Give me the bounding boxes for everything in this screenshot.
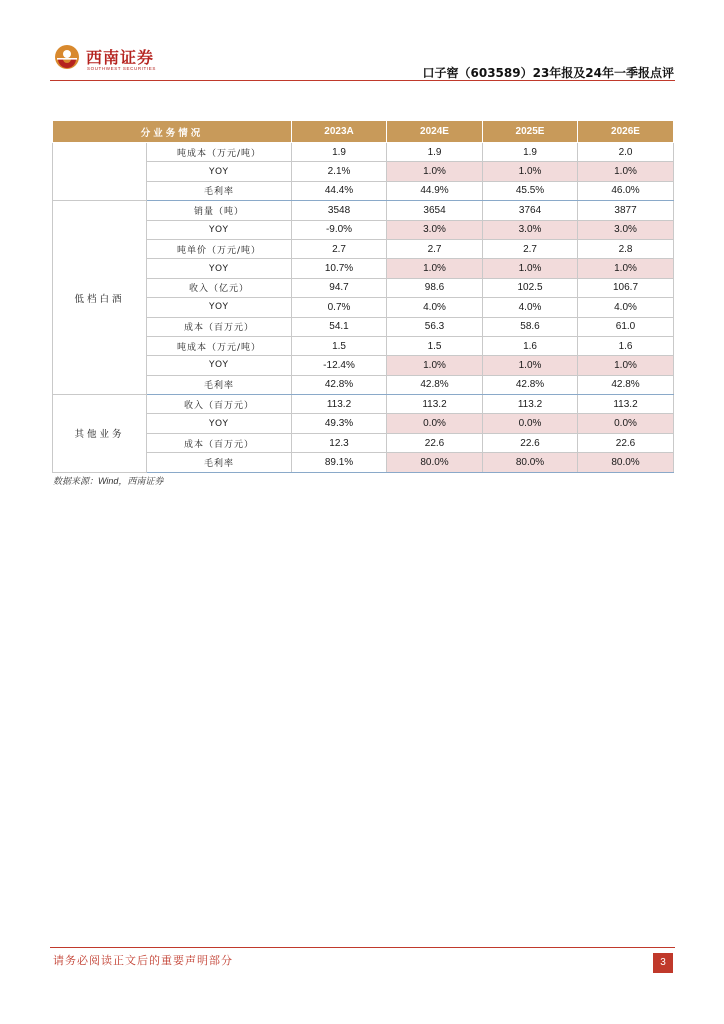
value-cell: 1.0% — [387, 162, 483, 181]
value-cell: 106.7 — [578, 278, 674, 297]
header-cell-2025e: 2025E — [483, 121, 578, 143]
table-row — [53, 220, 674, 239]
value-cell: 0.0% — [483, 414, 578, 433]
value-cell: 1.0% — [387, 356, 483, 375]
metric-cell: 收入（亿元） — [147, 278, 292, 297]
value-cell: 1.9 — [483, 143, 578, 162]
value-cell: -9.0% — [292, 220, 387, 239]
value-cell: 22.6 — [387, 433, 483, 452]
value-cell: 1.0% — [483, 356, 578, 375]
value-cell: 3548 — [292, 201, 387, 220]
value-cell: 1.5 — [387, 336, 483, 355]
data-source-note: 数据来源：Wind，西南证券 — [53, 476, 164, 486]
value-cell: 54.1 — [292, 317, 387, 336]
value-cell: 22.6 — [578, 433, 674, 452]
value-cell: 2.7 — [483, 239, 578, 258]
value-cell: 0.0% — [387, 414, 483, 433]
metric-cell: 毛利率 — [147, 375, 292, 394]
value-cell: 2.1% — [292, 162, 387, 181]
value-cell: 3.0% — [387, 220, 483, 239]
value-cell: 3764 — [483, 201, 578, 220]
value-cell: 4.0% — [483, 298, 578, 317]
table-row — [53, 375, 674, 394]
value-cell: 94.7 — [292, 278, 387, 297]
metric-cell: 收入（百万元） — [147, 395, 292, 414]
company-logo-english: SOUTHWEST SECURITIES — [87, 66, 156, 71]
metric-cell: 销量（吨） — [147, 201, 292, 220]
metric-cell: YOY — [147, 259, 292, 278]
table-row — [53, 143, 674, 162]
table-row — [53, 181, 674, 200]
value-cell: 3.0% — [578, 220, 674, 239]
value-cell: 1.0% — [483, 162, 578, 181]
value-cell: 113.2 — [292, 395, 387, 414]
value-cell: 46.0% — [578, 181, 674, 200]
table-row — [53, 356, 674, 375]
value-cell: -12.4% — [292, 356, 387, 375]
value-cell: 22.6 — [483, 433, 578, 452]
value-cell: 1.6 — [483, 336, 578, 355]
segment-cell — [53, 143, 147, 201]
table-row — [53, 298, 674, 317]
value-cell: 2.7 — [387, 239, 483, 258]
metric-cell: YOY — [147, 414, 292, 433]
header-divider — [50, 80, 675, 81]
table-row — [53, 433, 674, 452]
value-cell: 42.8% — [292, 375, 387, 394]
value-cell: 42.8% — [483, 375, 578, 394]
value-cell: 113.2 — [387, 395, 483, 414]
metric-cell: YOY — [147, 220, 292, 239]
value-cell: 42.8% — [578, 375, 674, 394]
metric-cell: 吨成本（万元/吨） — [147, 336, 292, 355]
segment-cell: 其他业务 — [53, 395, 147, 473]
metric-cell: 成本（百万元） — [147, 317, 292, 336]
header-cell-segment: 分业务情况 — [53, 121, 292, 143]
value-cell: 10.7% — [292, 259, 387, 278]
header-cell-2023a: 2023A — [292, 121, 387, 143]
table-row — [53, 162, 674, 181]
value-cell: 4.0% — [387, 298, 483, 317]
value-cell: 0.7% — [292, 298, 387, 317]
value-cell: 45.5% — [483, 181, 578, 200]
table-row — [53, 259, 674, 278]
metric-cell: 毛利率 — [147, 453, 292, 472]
value-cell: 56.3 — [387, 317, 483, 336]
value-cell: 4.0% — [578, 298, 674, 317]
value-cell: 1.0% — [578, 356, 674, 375]
value-cell: 102.5 — [483, 278, 578, 297]
table-header-row — [53, 121, 674, 143]
metric-cell: YOY — [147, 356, 292, 375]
value-cell: 2.0 — [578, 143, 674, 162]
header-cell-2024e: 2024E — [387, 121, 483, 143]
value-cell: 61.0 — [578, 317, 674, 336]
value-cell: 2.8 — [578, 239, 674, 258]
value-cell: 2.7 — [292, 239, 387, 258]
value-cell: 80.0% — [483, 453, 578, 472]
value-cell: 113.2 — [578, 395, 674, 414]
value-cell: 1.0% — [578, 162, 674, 181]
table-row — [53, 201, 674, 220]
table-row — [53, 453, 674, 472]
disclaimer-note: 请务必阅读正文后的重要声明部分 — [53, 954, 233, 967]
value-cell: 12.3 — [292, 433, 387, 452]
page-number: 3 — [653, 953, 673, 973]
metric-cell: YOY — [147, 162, 292, 181]
value-cell: 58.6 — [483, 317, 578, 336]
header-cell-2026e: 2026E — [578, 121, 674, 143]
table-row — [53, 317, 674, 336]
table-row — [53, 395, 674, 414]
value-cell: 1.0% — [387, 259, 483, 278]
table-row — [53, 414, 674, 433]
value-cell: 1.9 — [292, 143, 387, 162]
page-header — [0, 0, 724, 82]
table-row — [53, 278, 674, 297]
value-cell: 89.1% — [292, 453, 387, 472]
value-cell: 80.0% — [578, 453, 674, 472]
value-cell: 3654 — [387, 201, 483, 220]
metric-cell: 吨单价（万元/吨） — [147, 239, 292, 258]
value-cell: 98.6 — [387, 278, 483, 297]
table-row — [53, 336, 674, 355]
value-cell: 44.4% — [292, 181, 387, 200]
value-cell: 1.5 — [292, 336, 387, 355]
table-row — [53, 239, 674, 258]
value-cell: 80.0% — [387, 453, 483, 472]
metric-cell: 吨成本（万元/吨） — [147, 143, 292, 162]
value-cell: 3.0% — [483, 220, 578, 239]
value-cell: 42.8% — [387, 375, 483, 394]
footer-divider — [50, 947, 675, 948]
value-cell: 0.0% — [578, 414, 674, 433]
metric-cell: 毛利率 — [147, 181, 292, 200]
value-cell: 1.6 — [578, 336, 674, 355]
company-logo-text: 西南证券 — [86, 48, 155, 67]
value-cell: 1.0% — [483, 259, 578, 278]
value-cell: 44.9% — [387, 181, 483, 200]
business-forecast-table — [52, 120, 674, 473]
metric-cell: YOY — [147, 298, 292, 317]
company-logo-icon — [54, 44, 80, 70]
value-cell: 3877 — [578, 201, 674, 220]
value-cell: 113.2 — [483, 395, 578, 414]
value-cell: 1.0% — [578, 259, 674, 278]
report-title: 口子窖（603589）23年报及24年一季报点评 — [422, 66, 674, 80]
value-cell: 49.3% — [292, 414, 387, 433]
table-body — [53, 143, 674, 473]
segment-cell: 低档白酒 — [53, 201, 147, 395]
metric-cell: 成本（百万元） — [147, 433, 292, 452]
value-cell: 1.9 — [387, 143, 483, 162]
